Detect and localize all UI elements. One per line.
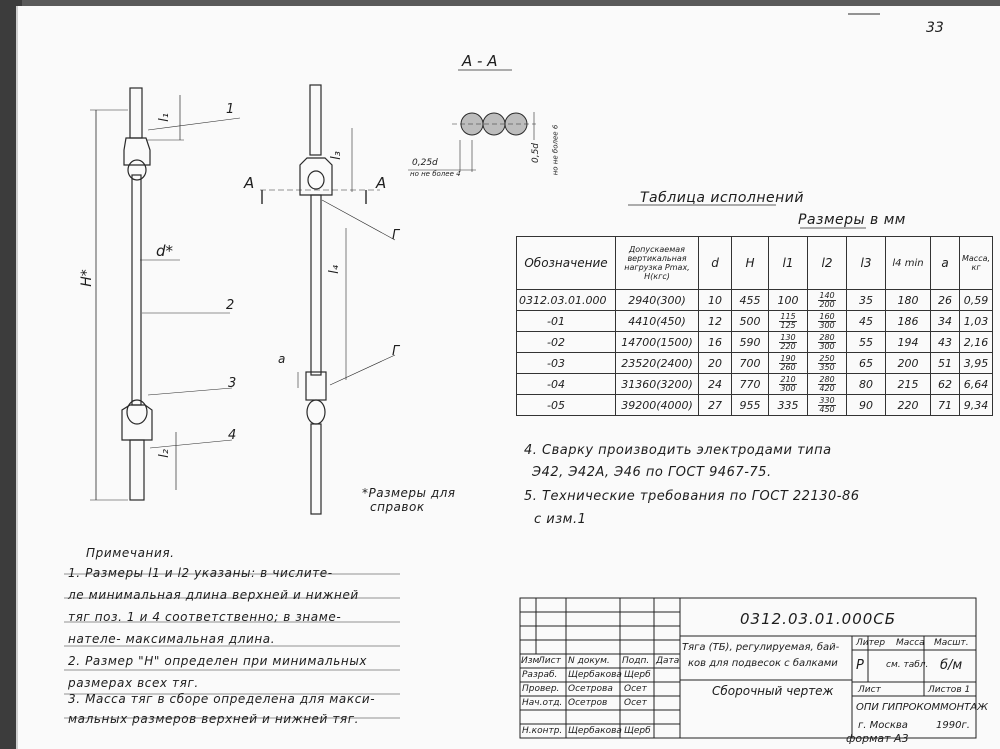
callout-1: 1	[226, 102, 235, 117]
table-cell: 71	[931, 395, 960, 416]
table-cell: 35	[847, 290, 886, 311]
callout-2: 2	[226, 298, 235, 313]
dim-05d: 0,5d	[531, 142, 542, 164]
table-cell: -01	[517, 311, 616, 332]
table-cell: 12	[699, 311, 732, 332]
stamp-col-sign: Подп.	[622, 656, 650, 666]
table-cell	[808, 395, 847, 416]
table-cell: 1,03	[960, 311, 993, 332]
table-cell	[769, 374, 808, 395]
col-header: l1	[769, 237, 808, 290]
table-cell: 23520(2400)	[616, 353, 699, 374]
dim-d: d*	[156, 242, 174, 260]
table-cell: 31360(3200)	[616, 374, 699, 395]
section-label: А - А	[462, 52, 498, 70]
requirement-line: с изм.1	[534, 512, 587, 527]
table-cell	[769, 353, 808, 374]
requirement-line: 5. Технические требования по ГОСТ 22130-86	[524, 489, 860, 504]
dim-05d-note: но не более 6	[551, 124, 560, 176]
fraction-denominator: 125	[780, 320, 796, 330]
stamp-scale: б/м	[940, 658, 963, 673]
stamp-title-line2: ков для подвесок с балками	[688, 658, 838, 669]
table-cell: -04	[517, 374, 616, 395]
table-cell: -05	[517, 395, 616, 416]
stamp-title-line1: Тяга (ТБ), регулируемая, бай-	[682, 642, 840, 653]
table-cell	[808, 332, 847, 353]
dim-h: Н*	[78, 269, 95, 287]
stamp-mass-header: Масса	[896, 638, 925, 648]
table-title: Таблица исполнений	[640, 190, 804, 206]
note-line: 1. Размеры l1 и l2 указаны: в числите-	[68, 566, 333, 580]
callout-3: 3	[228, 376, 237, 391]
fraction-denominator: 220	[780, 341, 796, 351]
dim-l4: l₄	[326, 265, 342, 274]
table-cell: 80	[847, 374, 886, 395]
col-header: Обозначение	[517, 237, 616, 290]
stamp-year: 1990г.	[936, 720, 970, 731]
note-line: размерах всех тяг.	[68, 676, 199, 690]
fraction-numerator: 160	[819, 311, 835, 321]
table-cell: 20	[699, 353, 732, 374]
table-cell: 0312.03.01.000	[517, 290, 616, 311]
section-mark-right: А	[376, 174, 387, 192]
stamp-liter-header: Литер	[856, 638, 886, 648]
fraction-numerator: 190	[780, 353, 796, 363]
stamp-sign: Щерб	[624, 726, 651, 736]
col-header: a	[931, 237, 960, 290]
sheet-corner-number: 33	[926, 20, 944, 36]
stamp-sheets: Листов 1	[928, 685, 971, 695]
table-cell: 26	[931, 290, 960, 311]
table-cell	[769, 311, 808, 332]
fraction-denominator: 450	[819, 404, 835, 414]
format-label: формат А3	[846, 732, 909, 745]
table-cell: 65	[847, 353, 886, 374]
table-cell: 2940(300)	[616, 290, 699, 311]
table-cell: 200	[886, 353, 931, 374]
fraction-denominator: 300	[819, 341, 835, 351]
table-units: Размеры в мм	[798, 212, 906, 228]
fraction-numerator: 140	[819, 290, 835, 300]
weld-mark-1: Г	[392, 228, 400, 243]
stamp-name: Осетров	[568, 698, 608, 708]
table-cell: 34	[931, 311, 960, 332]
dim-l2: l₂	[156, 449, 172, 458]
fraction-denominator: 420	[819, 383, 835, 393]
table-cell: -03	[517, 353, 616, 374]
note-line: ле минимальная длина верхней и нижней	[68, 588, 359, 602]
table-cell: 770	[732, 374, 769, 395]
table-cell: 180	[886, 290, 931, 311]
fraction-denominator: 300	[819, 320, 835, 330]
section-mark-left: А	[244, 174, 255, 192]
weld-mark-2: Г	[392, 344, 400, 359]
fraction-numerator: 115	[780, 311, 796, 321]
table-cell: 4410(450)	[616, 311, 699, 332]
callout-4: 4	[228, 428, 237, 443]
stamp-city: г. Москва	[858, 720, 908, 731]
stamp-col-date: Дата	[656, 656, 680, 666]
table-cell: 220	[886, 395, 931, 416]
table-cell: 6,64	[960, 374, 993, 395]
table-cell: 2,16	[960, 332, 993, 353]
table-cell: 45	[847, 311, 886, 332]
dim-a: а	[278, 352, 286, 366]
table-cell: 100	[769, 290, 808, 311]
ref-note-line1: *Размеры для	[362, 486, 456, 500]
table-cell	[769, 332, 808, 353]
table-cell: 194	[886, 332, 931, 353]
table-cell: 39200(4000)	[616, 395, 699, 416]
stamp-role: Провер.	[522, 684, 560, 694]
table-row	[517, 374, 993, 395]
table-cell: 27	[699, 395, 732, 416]
table-row	[517, 332, 993, 353]
upper-rod-middle	[310, 85, 321, 155]
table-cell: 62	[931, 374, 960, 395]
requirement-line: 4. Сварку производить электродами типа	[524, 443, 832, 458]
stamp-org: ОПИ ГИПРОКОММОНТАЖ	[856, 702, 988, 713]
fraction-numerator: 330	[819, 395, 835, 405]
table-cell: 186	[886, 311, 931, 332]
stamp-scale-header: Масшт.	[934, 638, 969, 648]
fraction-denominator: 350	[819, 362, 835, 372]
table-row	[517, 290, 993, 311]
stamp-role: Н.контр.	[522, 726, 563, 736]
fraction-numerator: 280	[819, 332, 835, 342]
table-cell: 700	[732, 353, 769, 374]
table-cell: 590	[732, 332, 769, 353]
fraction-numerator: 130	[780, 332, 796, 342]
table-cell	[808, 353, 847, 374]
stamp-name: Щербакова	[568, 726, 622, 736]
note-line: тяг поз. 1 и 4 соответственно; в знаме-	[68, 610, 342, 624]
col-header: l4 min	[886, 237, 931, 290]
table-cell: 51	[931, 353, 960, 374]
notes-title: Примечания.	[86, 546, 175, 560]
table-cell: 90	[847, 395, 886, 416]
fraction-denominator: 260	[780, 362, 796, 372]
col-header: l2	[808, 237, 847, 290]
lower-rod-left	[130, 440, 144, 500]
note-line: мальных размеров верхней и нижней тяг.	[68, 712, 360, 726]
lower-rod-middle	[311, 424, 321, 514]
table-cell	[808, 374, 847, 395]
fraction-denominator: 300	[780, 383, 796, 393]
stamp-role: Разраб.	[522, 670, 558, 680]
col-header: l3	[847, 237, 886, 290]
table-cell: 16	[699, 332, 732, 353]
stamp-col-list: Лист	[538, 656, 561, 666]
middle-rod-middle	[311, 195, 321, 375]
table-cell: 10	[699, 290, 732, 311]
upper-rod-left	[130, 88, 142, 138]
stamp-name: Щербакова	[568, 670, 622, 680]
table-cell: 215	[886, 374, 931, 395]
table-cell: 43	[931, 332, 960, 353]
fraction-numerator: 210	[780, 374, 796, 384]
col-header: H	[732, 237, 769, 290]
table-cell: 955	[732, 395, 769, 416]
table-cell: 455	[732, 290, 769, 311]
table-cell: 500	[732, 311, 769, 332]
table-cell: 9,34	[960, 395, 993, 416]
table-cell: 335	[769, 395, 808, 416]
stamp-col-izm: Изм	[521, 656, 540, 666]
table-row	[517, 395, 993, 416]
table-header-row	[517, 237, 993, 290]
stamp-name: Осетрова	[568, 684, 613, 694]
stamp-col-doc: N докум.	[568, 656, 610, 666]
middle-rod-left	[132, 175, 141, 405]
doc-code: 0312.03.01.000СБ	[740, 610, 897, 628]
stamp-sign: Осет	[624, 698, 647, 708]
stamp-sheet: Лист	[858, 685, 881, 695]
table-row	[517, 311, 993, 332]
dim-l1: l₁	[156, 113, 172, 122]
ref-note-line2: справок	[370, 500, 425, 514]
stamp-subtitle: Сборочный чертеж	[712, 684, 834, 698]
col-header: d	[699, 237, 732, 290]
col-header: Масса, кг	[960, 237, 993, 290]
dim-025d: 0,25d	[412, 158, 438, 168]
table-cell: 24	[699, 374, 732, 395]
table-row	[517, 353, 993, 374]
col-header: Допускаемая вертикальная нагрузка Pmax, Н(кгс)	[616, 237, 699, 290]
note-line: 2. Размер "Н" определен при минимальных	[68, 654, 368, 668]
fraction-numerator: 280	[819, 374, 835, 384]
versions-table	[516, 236, 993, 416]
stamp-role: Нач.отд.	[522, 698, 563, 708]
note-line: 3. Масса тяг в сборе определена для макси-	[68, 692, 376, 706]
requirement-line: Э42, Э42А, Э46 по ГОСТ 9467-75.	[532, 465, 772, 480]
fraction-numerator: 250	[819, 353, 835, 363]
stamp-sign: Щерб	[624, 670, 651, 680]
dim-025d-note: но не более 4	[410, 170, 461, 178]
upper-fork-left	[124, 138, 150, 165]
stamp-sign: Осет	[624, 684, 647, 694]
stamp-liter: Р	[856, 658, 864, 673]
table-cell	[808, 290, 847, 311]
table-cell: 0,59	[960, 290, 993, 311]
dim-l3: l₃	[328, 151, 344, 160]
table-cell: 14700(1500)	[616, 332, 699, 353]
fraction-denominator: 200	[819, 299, 835, 309]
table-cell: -02	[517, 332, 616, 353]
stamp-mass: см. табл.	[886, 660, 929, 670]
table-cell: 55	[847, 332, 886, 353]
note-line: нателе- максимальная длина.	[68, 632, 276, 646]
table-cell	[808, 311, 847, 332]
table-cell: 3,95	[960, 353, 993, 374]
